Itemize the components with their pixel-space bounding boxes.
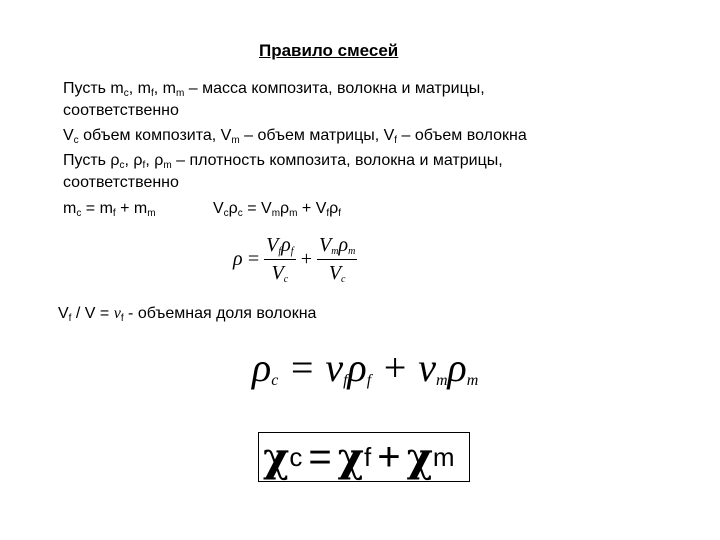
text-line-densities: Пусть $\rho_c$, $\rho_f$, $\rho_m$ – плотность композита, волокна и матрицы, [63, 152, 503, 171]
text-line-respectively-2: соответственно [63, 174, 179, 191]
text-line-volumes: $V_c$ объем композита, $V_m$ – объем матрицы, $V_f$ – объем волокна [63, 127, 527, 146]
text-line-masses: Пусть $m_c$, $m_f$, $m_m$ – масса композита, волокна и матрицы, [63, 80, 485, 99]
slide-title: Правило смесей [259, 41, 399, 60]
density-fraction-equation: ρ = $\frac{V_f\rho_f}{V_c}$ + $\frac{V_m\rho_m}{V_c}$ [233, 234, 356, 285]
property-mixture-equation-box: χ c = χ f + χ m [258, 432, 470, 482]
fraction-fiber: $\frac{V_f\rho_f}{V_c}$ [266, 234, 294, 285]
volume-fraction-definition: $V_f / V = \nu_f$ - объемная доля волокна [58, 305, 317, 324]
volume-density-equation: $V_c\rho_c = V_m\rho_m + V_f\rho_f$ [213, 200, 342, 219]
text-line-respectively: соответственно [63, 102, 179, 119]
rule-of-mixtures-density: $\rho_c = \nu_f\rho_f + \nu_m\rho_m$ [252, 345, 479, 390]
mass-equation: $m_c = m_f + m_m$ [63, 200, 156, 219]
fraction-matrix: $\frac{V_m\rho_m}{V_c}$ [319, 234, 356, 285]
